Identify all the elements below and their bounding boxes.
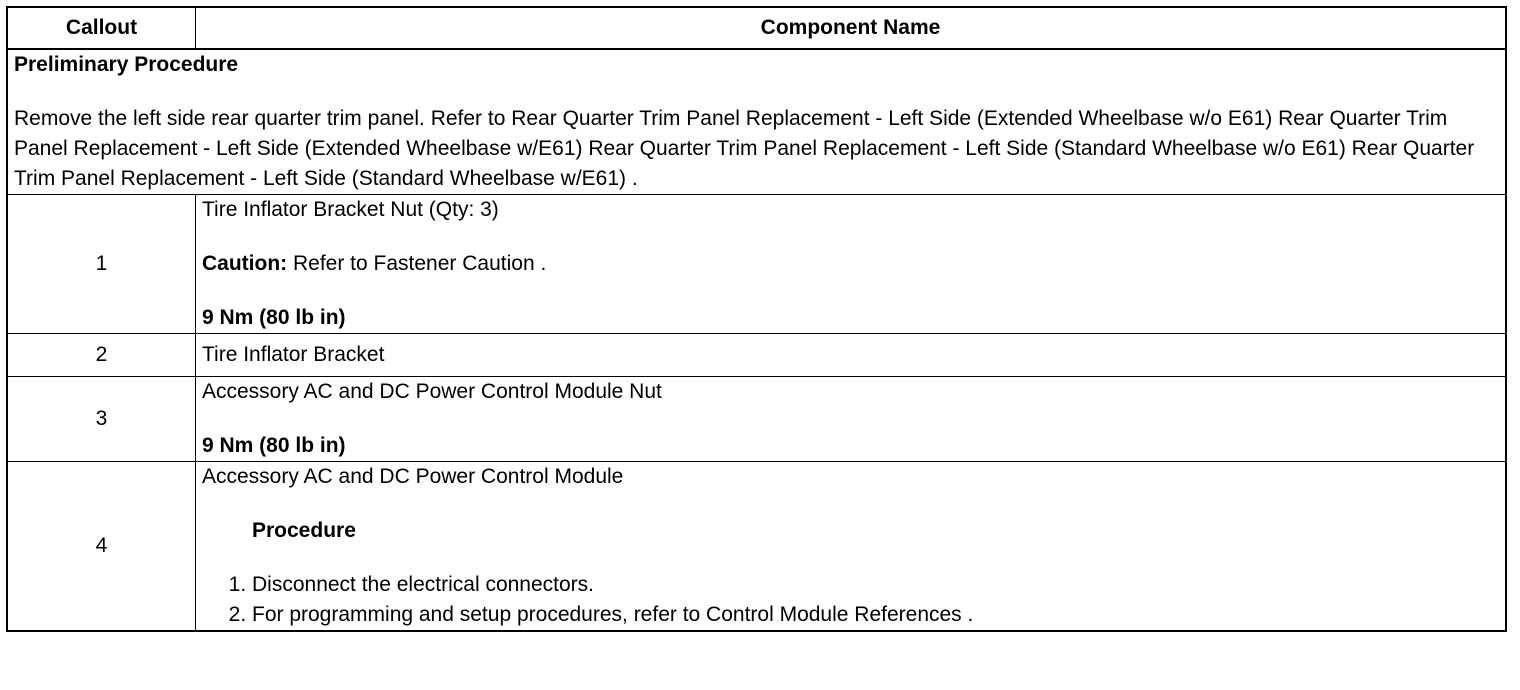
parts-table-container — [6, 6, 1507, 632]
procedure-step: 2. For programming and setup procedures, refer to Control Module References . — [252, 600, 1499, 630]
component-cell — [196, 377, 1507, 462]
preliminary-text: Remove the left side rear quarter trim panel. Refer to Rear Quarter Trim Panel Replacement - Left Side (Extended Wheelbase w/o E61) Rear Quarter Trim Panel Replacement - Left Side (Extended Wheelbase w/E61) Rear Quarter Trim Panel Replacement - Left Side (Standard Wheelbase w/o E61) Rear Quarter Trim Panel Replacement - Left Side (Standard Wheelbase w/E61) . — [14, 107, 1475, 190]
table-row — [7, 377, 1506, 462]
callout-number: 1 — [7, 195, 196, 334]
callout-number: 2 — [7, 334, 196, 377]
procedure-step: 1. Disconnect the electrical connectors. — [252, 570, 1499, 600]
header-row — [7, 7, 1506, 49]
callout-column-header: Callout — [7, 7, 196, 49]
table-row — [7, 462, 1506, 632]
component-name: Tire Inflator Bracket Nut (Qty: 3) — [202, 198, 499, 221]
component-name: Tire Inflator Bracket — [196, 334, 1507, 377]
procedure-steps — [202, 570, 1499, 630]
caution-label: Caution: — [202, 252, 288, 275]
table-row — [7, 195, 1506, 334]
component-name: Accessory AC and DC Power Control Module — [202, 465, 624, 488]
torque-spec: 9 Nm (80 lb in) — [202, 434, 346, 457]
component-cell — [196, 195, 1507, 334]
component-cell — [196, 462, 1507, 632]
preliminary-cell — [7, 49, 1506, 195]
callout-number: 3 — [7, 377, 196, 462]
procedure-heading: Procedure — [252, 519, 356, 542]
torque-spec: 9 Nm (80 lb in) — [202, 306, 346, 329]
preliminary-row — [7, 49, 1506, 195]
callout-number: 4 — [7, 462, 196, 632]
component-column-header: Component Name — [196, 7, 1507, 49]
table-row — [7, 334, 1506, 377]
caution-note — [202, 249, 1499, 279]
parts-table — [6, 6, 1507, 632]
caution-text: Refer to Fastener Caution . — [293, 252, 547, 275]
preliminary-title: Preliminary Procedure — [14, 53, 239, 76]
component-name: Accessory AC and DC Power Control Module Nut — [202, 380, 662, 403]
